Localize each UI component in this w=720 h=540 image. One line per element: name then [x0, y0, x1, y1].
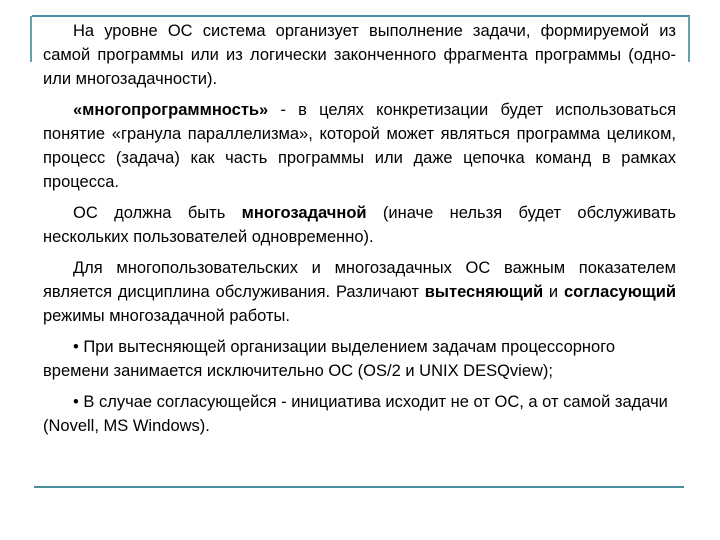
bullet-item-1	[43, 335, 676, 383]
paragraph-4-text: режимы многозадачной работы.	[43, 307, 290, 325]
paragraph-3	[43, 201, 676, 249]
paragraph-4-start: Для многопользовательских и многозадачных ОС важным показателем является дисциплина обслуживания. Различают	[43, 259, 676, 301]
paragraph-1	[43, 19, 676, 91]
paragraph-2	[43, 98, 676, 194]
term-multitasking: многозадачной	[241, 204, 367, 222]
top-rule	[32, 15, 690, 17]
paragraph-3-text: (иначе нельзя будет обслуживать нескольких пользователей одновременно).	[43, 204, 676, 246]
term-preemptive: вытесняющий	[424, 283, 544, 301]
paragraph-2-text: - в целях конкретизации будет использоваться понятие «гранула параллелизма», которой может являться программа целиком, процесс (задача) как часть программы или даже цепочка команд в рамках процесса.	[43, 101, 676, 191]
paragraph-1-text: На уровне ОС система организует выполнение задачи, формируемой из самой программы или из логически законченного фрагмента программы (одно- или многозадачности).	[43, 22, 676, 88]
slide-body	[43, 19, 676, 445]
bullet-icon: •	[73, 338, 79, 356]
bullet-item-2	[43, 390, 676, 438]
paragraph-4	[43, 256, 676, 328]
bullet-1-text: При вытесняющей организации выделением задачам процессорного времени занимается исключительно ОС (OS/2 и UNIX DESQview);	[43, 338, 616, 380]
term-multiprogramming: «многопрограммность»	[73, 101, 269, 119]
paragraph-3-start: ОС должна быть	[73, 204, 242, 222]
paragraph-4-mid: и	[543, 283, 564, 301]
bullet-2-text: В случае согласующейся - инициатива исходит не от ОС, а от самой задачи (Novell, MS Windows).	[43, 393, 668, 435]
left-frame-line	[30, 16, 32, 62]
right-frame-line	[688, 16, 690, 62]
term-cooperative: согласующий	[563, 283, 676, 301]
bottom-rule	[34, 486, 684, 488]
bullet-icon: •	[73, 393, 79, 411]
